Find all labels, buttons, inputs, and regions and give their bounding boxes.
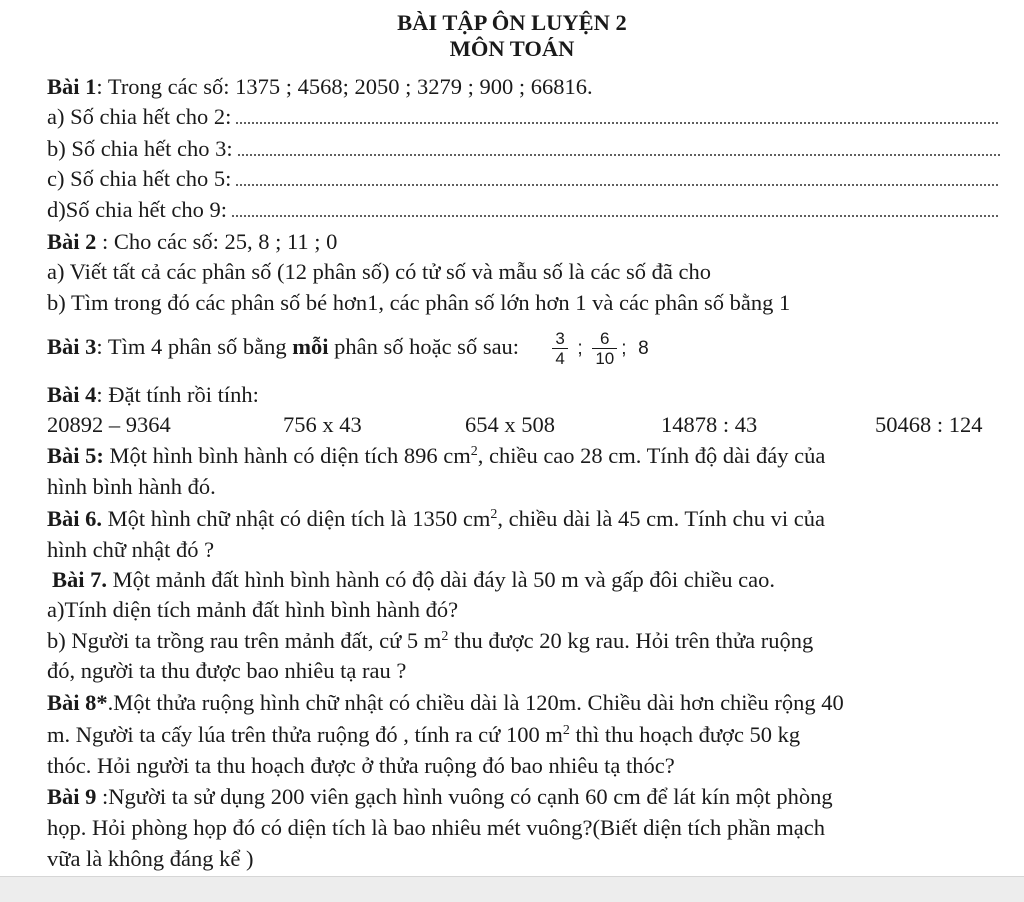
bai3-heading: [47, 327, 1000, 369]
bai4-text: : Đặt tính rồi tính:: [96, 382, 259, 407]
bai5-label: Bài 5:: [47, 443, 104, 468]
fraction-denominator: 4: [555, 349, 565, 369]
bai2-part-b: b) Tìm trong đó các phân số bé hơn1, các phân số lớn hơn 1 và các phân số bằng 1: [47, 290, 791, 315]
superscript: 2: [470, 444, 478, 459]
bai7-b-text: thu được 20 kg rau. Hỏi trên thửa ruộng: [448, 628, 814, 653]
calc-item: 756 x 43: [283, 412, 362, 437]
answer-dotted-line: [231, 215, 1000, 217]
bai3-text-after: phân số hoặc số sau:: [328, 334, 520, 359]
bai7-line4: đó, người ta thu được bao nhiêu tạ rau ?: [47, 658, 407, 683]
bai8-line1: [47, 688, 1000, 718]
bai3-bold-word: mỗi: [292, 334, 329, 359]
bai7-line1: [52, 565, 1000, 595]
fraction-numerator: 6: [592, 329, 617, 349]
answer-dotted-line: [237, 154, 1000, 156]
bai1-part-a: [47, 102, 1000, 132]
separator: ;: [621, 338, 627, 359]
document-title: BÀI TẬP ÔN LUYỆN 2: [397, 10, 627, 35]
bai9-text: :Người ta sử dụng 200 viên gạch hình vuông có cạnh 60 cm để lát kín một phòng: [96, 784, 833, 809]
fraction-numerator: 3: [552, 329, 567, 349]
superscript: 2: [441, 629, 449, 644]
bai3-number: 8: [638, 338, 649, 359]
bai1-part-c: [47, 164, 1000, 194]
bai5-line2: hình bình hành đó.: [47, 474, 216, 499]
bai8-line3: thóc. Hỏi người ta thu hoạch được ở thửa ruộng đó bao nhiêu tạ thóc?: [47, 753, 675, 778]
fraction-3-4: [552, 329, 567, 368]
bai9-label: Bài 9: [47, 784, 97, 809]
calc-item: 50468 : 124: [875, 412, 983, 437]
bai1-c-text: c) Số chia hết cho 5:: [47, 166, 232, 191]
bai8-line2: [47, 720, 1000, 750]
superscript: 2: [562, 723, 570, 738]
bai8-text: thì thu hoạch được 50 kg: [569, 722, 801, 747]
bai4-calculations: [47, 410, 1000, 440]
bai8-text: .Một thửa ruộng hình chữ nhật có chiều dài là 120m. Chiều dài hơn chiều rộng 40: [107, 690, 844, 715]
bai2-text: : Cho các số: 25, 8 ; 11 ; 0: [96, 229, 338, 254]
bai1-d-text: d)Số chia hết cho 9:: [47, 197, 227, 222]
bai6-label: Bài 6.: [47, 506, 103, 531]
bai7-text: Một mảnh đất hình bình hành có độ dài đáy là 50 m và gấp đôi chiều cao.: [107, 567, 775, 592]
bai9-line3: vữa là không đáng kể ): [47, 846, 254, 871]
bai9-line2: họp. Hỏi phòng họp đó có diện tích là bao nhiêu mét vuông?(Biết diện tích phần mạch: [47, 815, 825, 840]
bai3-text-before: : Tìm 4 phân số bằng: [96, 334, 293, 359]
bai1-text: : Trong các số: 1375 ; 4568; 2050 ; 3279 ; 900 ; 66816.: [96, 74, 593, 99]
bai4-label: Bài 4: [47, 382, 97, 407]
page-bottom-bar: [0, 876, 1024, 902]
bai5-text: , chiều cao 28 cm. Tính độ dài đáy của: [477, 443, 826, 468]
fraction-denominator: 10: [595, 349, 615, 369]
bai2-part-a: a) Viết tất cả các phân số (12 phân số) có tử số và mẫu số là các số đã cho: [47, 259, 711, 284]
separator: ;: [577, 338, 583, 359]
bai7-label: Bài 7.: [52, 567, 108, 592]
bai6-line1: [47, 504, 1000, 534]
bai8-text: m. Người ta cấy lúa trên thửa ruộng đó , tính ra cứ 100 m: [47, 722, 563, 747]
calc-item: 20892 – 9364: [47, 412, 171, 437]
bai6-text: , chiều dài là 45 cm. Tính chu vi của: [497, 506, 826, 531]
bai1-b-text: b) Số chia hết cho 3:: [47, 136, 233, 161]
bai1-heading: [47, 72, 1000, 102]
bai7-b-text: b) Người ta trồng rau trên mảnh đất, cứ 5 m: [47, 628, 442, 653]
bai1-a-text: a) Số chia hết cho 2:: [47, 104, 232, 129]
calc-item: 14878 : 43: [661, 412, 758, 437]
bai6-text: Một hình chữ nhật có diện tích là 1350 cm: [102, 506, 491, 531]
bai9-line1: [47, 782, 1000, 812]
superscript: 2: [490, 507, 498, 522]
bai7-part-a: a)Tính diện tích mảnh đất hình bình hành đó?: [47, 597, 459, 622]
bai1-part-b: [47, 134, 1000, 164]
bai8-label: Bài 8*: [47, 690, 108, 715]
bai1-part-d: [47, 195, 1000, 225]
bai5-line1: [47, 441, 1000, 471]
bai4-heading: [47, 380, 1000, 410]
calc-item: 654 x 508: [465, 412, 555, 437]
document-subject: MÔN TOÁN: [449, 36, 575, 61]
answer-dotted-line: [235, 184, 1000, 186]
bai2-label: Bài 2: [47, 229, 97, 254]
bai1-label: Bài 1: [47, 74, 97, 99]
bai6-line2: hình chữ nhật đó ?: [47, 537, 215, 562]
bai5-text: Một hình bình hành có diện tích 896 cm: [103, 443, 471, 468]
answer-dotted-line: [235, 122, 1000, 124]
bai7-part-b: [47, 626, 1000, 656]
bai2-heading: [47, 227, 1000, 257]
fraction-6-10: [592, 329, 617, 368]
bai3-label: Bài 3: [47, 334, 97, 359]
